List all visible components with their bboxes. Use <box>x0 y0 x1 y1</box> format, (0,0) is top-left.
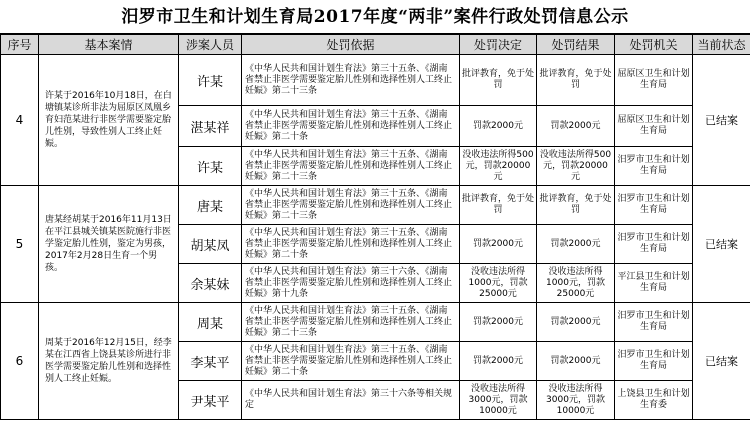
case-seq: 4 <box>1 55 39 186</box>
person-name: 唐某 <box>179 186 242 225</box>
penalty-result: 罚款2000元 <box>537 303 615 342</box>
penalty-basis: 《中华人民共和国计划生育法》第三十五条、《湖南省禁止非医学需要鉴定胎儿性别和选择性别人工终止妊娠》第二十条 <box>242 225 460 264</box>
table-row <box>1 303 750 342</box>
penalty-result: 批评教育，免于处罚 <box>537 186 615 225</box>
case-status: 已结案 <box>693 55 750 186</box>
table-row <box>1 186 750 225</box>
header-basis: 处罚依据 <box>242 35 460 55</box>
penalty-agency: 汨罗市卫生和计划生育局 <box>615 186 693 225</box>
penalty-decision: 批评教育，免于处罚 <box>460 186 537 225</box>
person-name: 余某妹 <box>179 264 242 303</box>
penalty-agency: 屈原区卫生和计划生育局 <box>615 55 693 106</box>
penalty-basis: 《中华人民共和国计划生育法》第三十六条、《湖南省禁止非医学需要鉴定胎儿性别和选择性别人工终止妊娠》第十九条 <box>242 264 460 303</box>
penalty-decision: 没收违法所得1000元，罚款25000元 <box>460 264 537 303</box>
header-row <box>1 35 750 55</box>
person-name: 胡某凤 <box>179 225 242 264</box>
penalty-basis: 《中华人民共和国计划生育法》第三十五条、《湖南省禁止非医学需要鉴定胎儿性别和选择性别人工终止妊娠》第二十条 <box>242 106 460 147</box>
penalty-basis: 《中华人民共和国计划生育法》第三十六条等相关规定 <box>242 381 460 420</box>
case-status: 已结案 <box>693 186 750 303</box>
header-seq: 序号 <box>1 35 39 55</box>
penalty-decision: 批评教育，免于处罚 <box>460 55 537 106</box>
case-seq: 6 <box>1 303 39 420</box>
penalty-decision: 罚款2000元 <box>460 342 537 381</box>
penalty-agency: 汨罗市卫生和计划生育局 <box>615 225 693 264</box>
penalty-result: 没收违法所得500元，罚款20000元 <box>537 147 615 186</box>
penalty-result: 批评教育，免于处罚 <box>537 55 615 106</box>
penalty-result: 罚款2000元 <box>537 342 615 381</box>
case-description: 许某于2016年10月18日，在白塘镇某诊所非法为屈原区凤凰乡育妇范某进行非医学需要鉴定胎儿性别，导致性别人工终止妊娠。 <box>39 55 179 186</box>
header-agency: 处罚机关 <box>615 35 693 55</box>
page-title: 汨罗市卫生和计划生育局2017年度“两非”案件行政处罚信息公示 <box>0 0 750 34</box>
penalty-table <box>0 34 750 420</box>
header-result: 处罚结果 <box>537 35 615 55</box>
person-name: 周某 <box>179 303 242 342</box>
penalty-decision: 罚款2000元 <box>460 225 537 264</box>
person-name: 尹某平 <box>179 381 242 420</box>
header-status: 当前状态 <box>693 35 750 55</box>
header-person: 涉案人员 <box>179 35 242 55</box>
penalty-basis: 《中华人民共和国计划生育法》第三十五条、《湖南省禁止非医学需要鉴定胎儿性别和选择性别人工终止妊娠》第二十三条 <box>242 186 460 225</box>
penalty-agency: 汨罗市卫生和计划生育局 <box>615 303 693 342</box>
header-decision: 处罚决定 <box>460 35 537 55</box>
penalty-decision: 没收违法所得3000元，罚款10000元 <box>460 381 537 420</box>
penalty-agency: 屈原区卫生和计划生育局 <box>615 106 693 147</box>
case-seq: 5 <box>1 186 39 303</box>
penalty-agency: 上饶县卫生和计划生育委 <box>615 381 693 420</box>
penalty-basis: 《中华人民共和国计划生育法》第三十五条、《湖南省禁止非医学需要鉴定胎儿性别和选择性别人工终止妊娠》第二十条 <box>242 342 460 381</box>
person-name: 许某 <box>179 55 242 106</box>
header-case: 基本案情 <box>39 35 179 55</box>
penalty-agency: 汨罗市卫生和计划生育局 <box>615 342 693 381</box>
penalty-basis: 《中华人民共和国计划生育法》第三十五条、《湖南省禁止非医学需要鉴定胎儿性别和选择性别人工终止妊娠》第二十三条 <box>242 303 460 342</box>
case-status: 已结案 <box>693 303 750 420</box>
person-name: 李某平 <box>179 342 242 381</box>
penalty-basis: 《中华人民共和国计划生育法》第三十五条、《湖南省禁止非医学需要鉴定胎儿性别和选择性别人工终止妊娠》第二十三条 <box>242 147 460 186</box>
penalty-result: 罚款2000元 <box>537 106 615 147</box>
penalty-decision: 没收违法所得500元，罚款20000元 <box>460 147 537 186</box>
case-description: 周某于2016年12月15日，经李某在江西省上饶县某诊所进行非医学需要鉴定胎儿性别和选择性别人工终止妊娠。 <box>39 303 179 420</box>
person-name: 许某 <box>179 147 242 186</box>
table-row <box>1 55 750 106</box>
penalty-result: 罚款2000元 <box>537 225 615 264</box>
penalty-decision: 罚款2000元 <box>460 303 537 342</box>
penalty-agency: 汨罗市卫生和计划生育局 <box>615 147 693 186</box>
penalty-decision: 罚款2000元 <box>460 106 537 147</box>
case-description: 唐某经胡某于2016年11月13日在平江县城关镇某医院施行非医学鉴定胎儿性别，鉴定为男孩，2017年2月28日生育一个男孩。 <box>39 186 179 303</box>
penalty-agency: 平江县卫生和计划生育局 <box>615 264 693 303</box>
penalty-basis: 《中华人民共和国计划生育法》第三十五条、《湖南省禁止非医学需要鉴定胎儿性别和选择性别人工终止妊娠》第二十三条 <box>242 55 460 106</box>
penalty-result: 没收违法所得1000元，罚款25000元 <box>537 264 615 303</box>
person-name: 湛某祥 <box>179 106 242 147</box>
penalty-result: 没收违法所得3000元，罚款10000元 <box>537 381 615 420</box>
